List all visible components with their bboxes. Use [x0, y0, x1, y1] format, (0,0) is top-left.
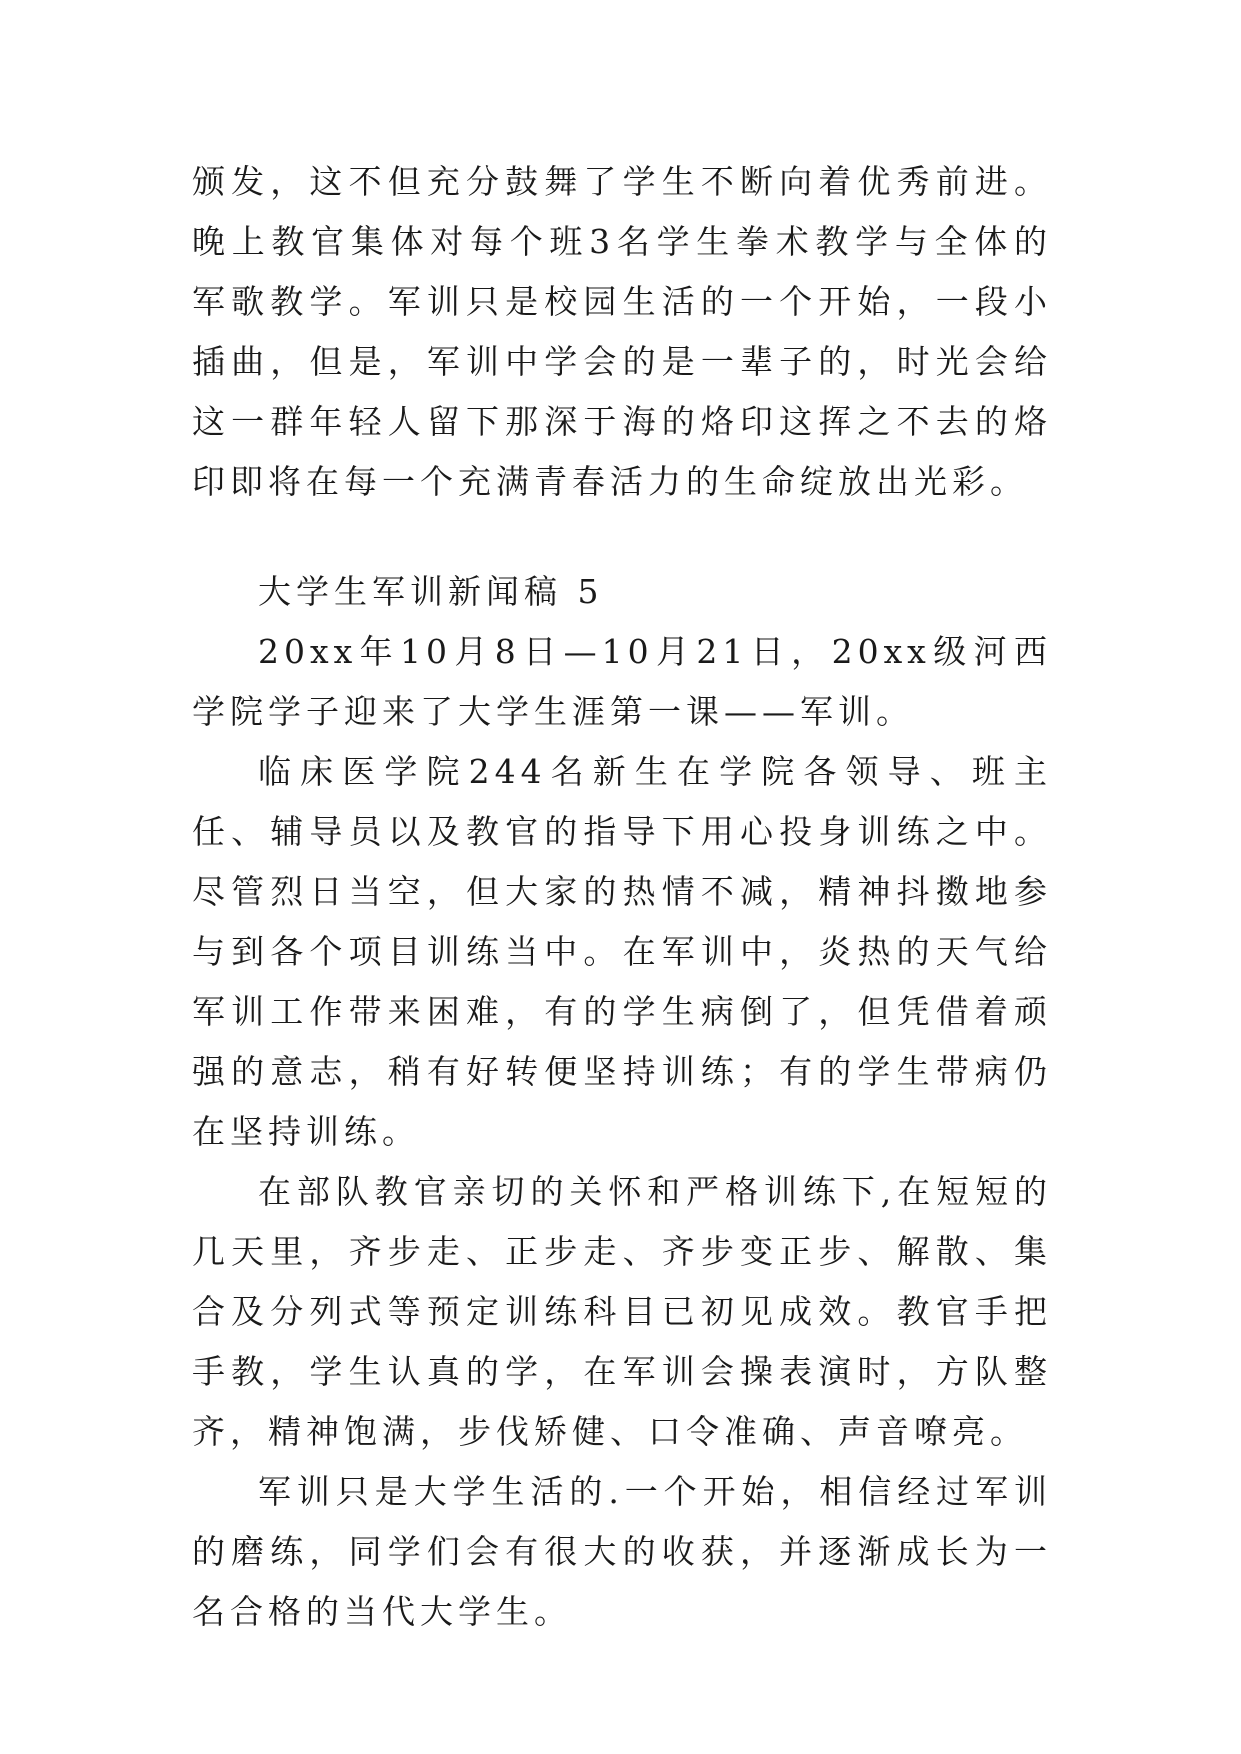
section-previous: [192, 152, 1052, 512]
paragraph-4: 军训只是大学生活的.一个开始，相信经过军训的磨练，同学们会有很大的收获，并逐渐成长为一名合格的当代大学生。: [192, 1472, 1052, 1631]
paragraph-3: 在部队教官亲切的关怀和严格训练下,在短短的几天里，齐步走、正步走、齐步变正步、解散、集合及分列式等预定训练科目已初见成效。教官手把手教，学生认真的学，在军训会操表演时，方队整齐，精神饱满，步伐矫健、口令准确、声音嘹亮。: [192, 1172, 1052, 1451]
paragraph-1: 20xx年10月8日—10月21日，20xx级河西学院学子迎来了大学生涯第一课——军训。: [192, 632, 1052, 731]
paragraph-continuation: 颁发，这不但充分鼓舞了学生不断向着优秀前进。晚上教官集体对每个班3名学生拳术教学与全体的军歌教学。军训只是校园生活的一个开始，一段小插曲，但是，军训中学会的是一辈子的，时光会给这一群年轻人留下那深于海的烙印这挥之不去的烙印即将在每一个充满青春活力的生命绽放出光彩。: [192, 162, 1052, 501]
section-heading: 大学生军训新闻稿 5: [258, 572, 604, 611]
section-news-5: [192, 562, 1052, 1642]
paragraph-2: 临床医学院244名新生在学院各领导、班主任、辅导员以及教官的指导下用心投身训练之中。尽管烈日当空，但大家的热情不减，精神抖擞地参与到各个项目训练当中。在军训中，炎热的天气给军训工作带来困难，有的学生病倒了，但凭借着顽强的意志，稍有好转便坚持训练；有的学生带病仍在坚持训练。: [192, 752, 1052, 1151]
